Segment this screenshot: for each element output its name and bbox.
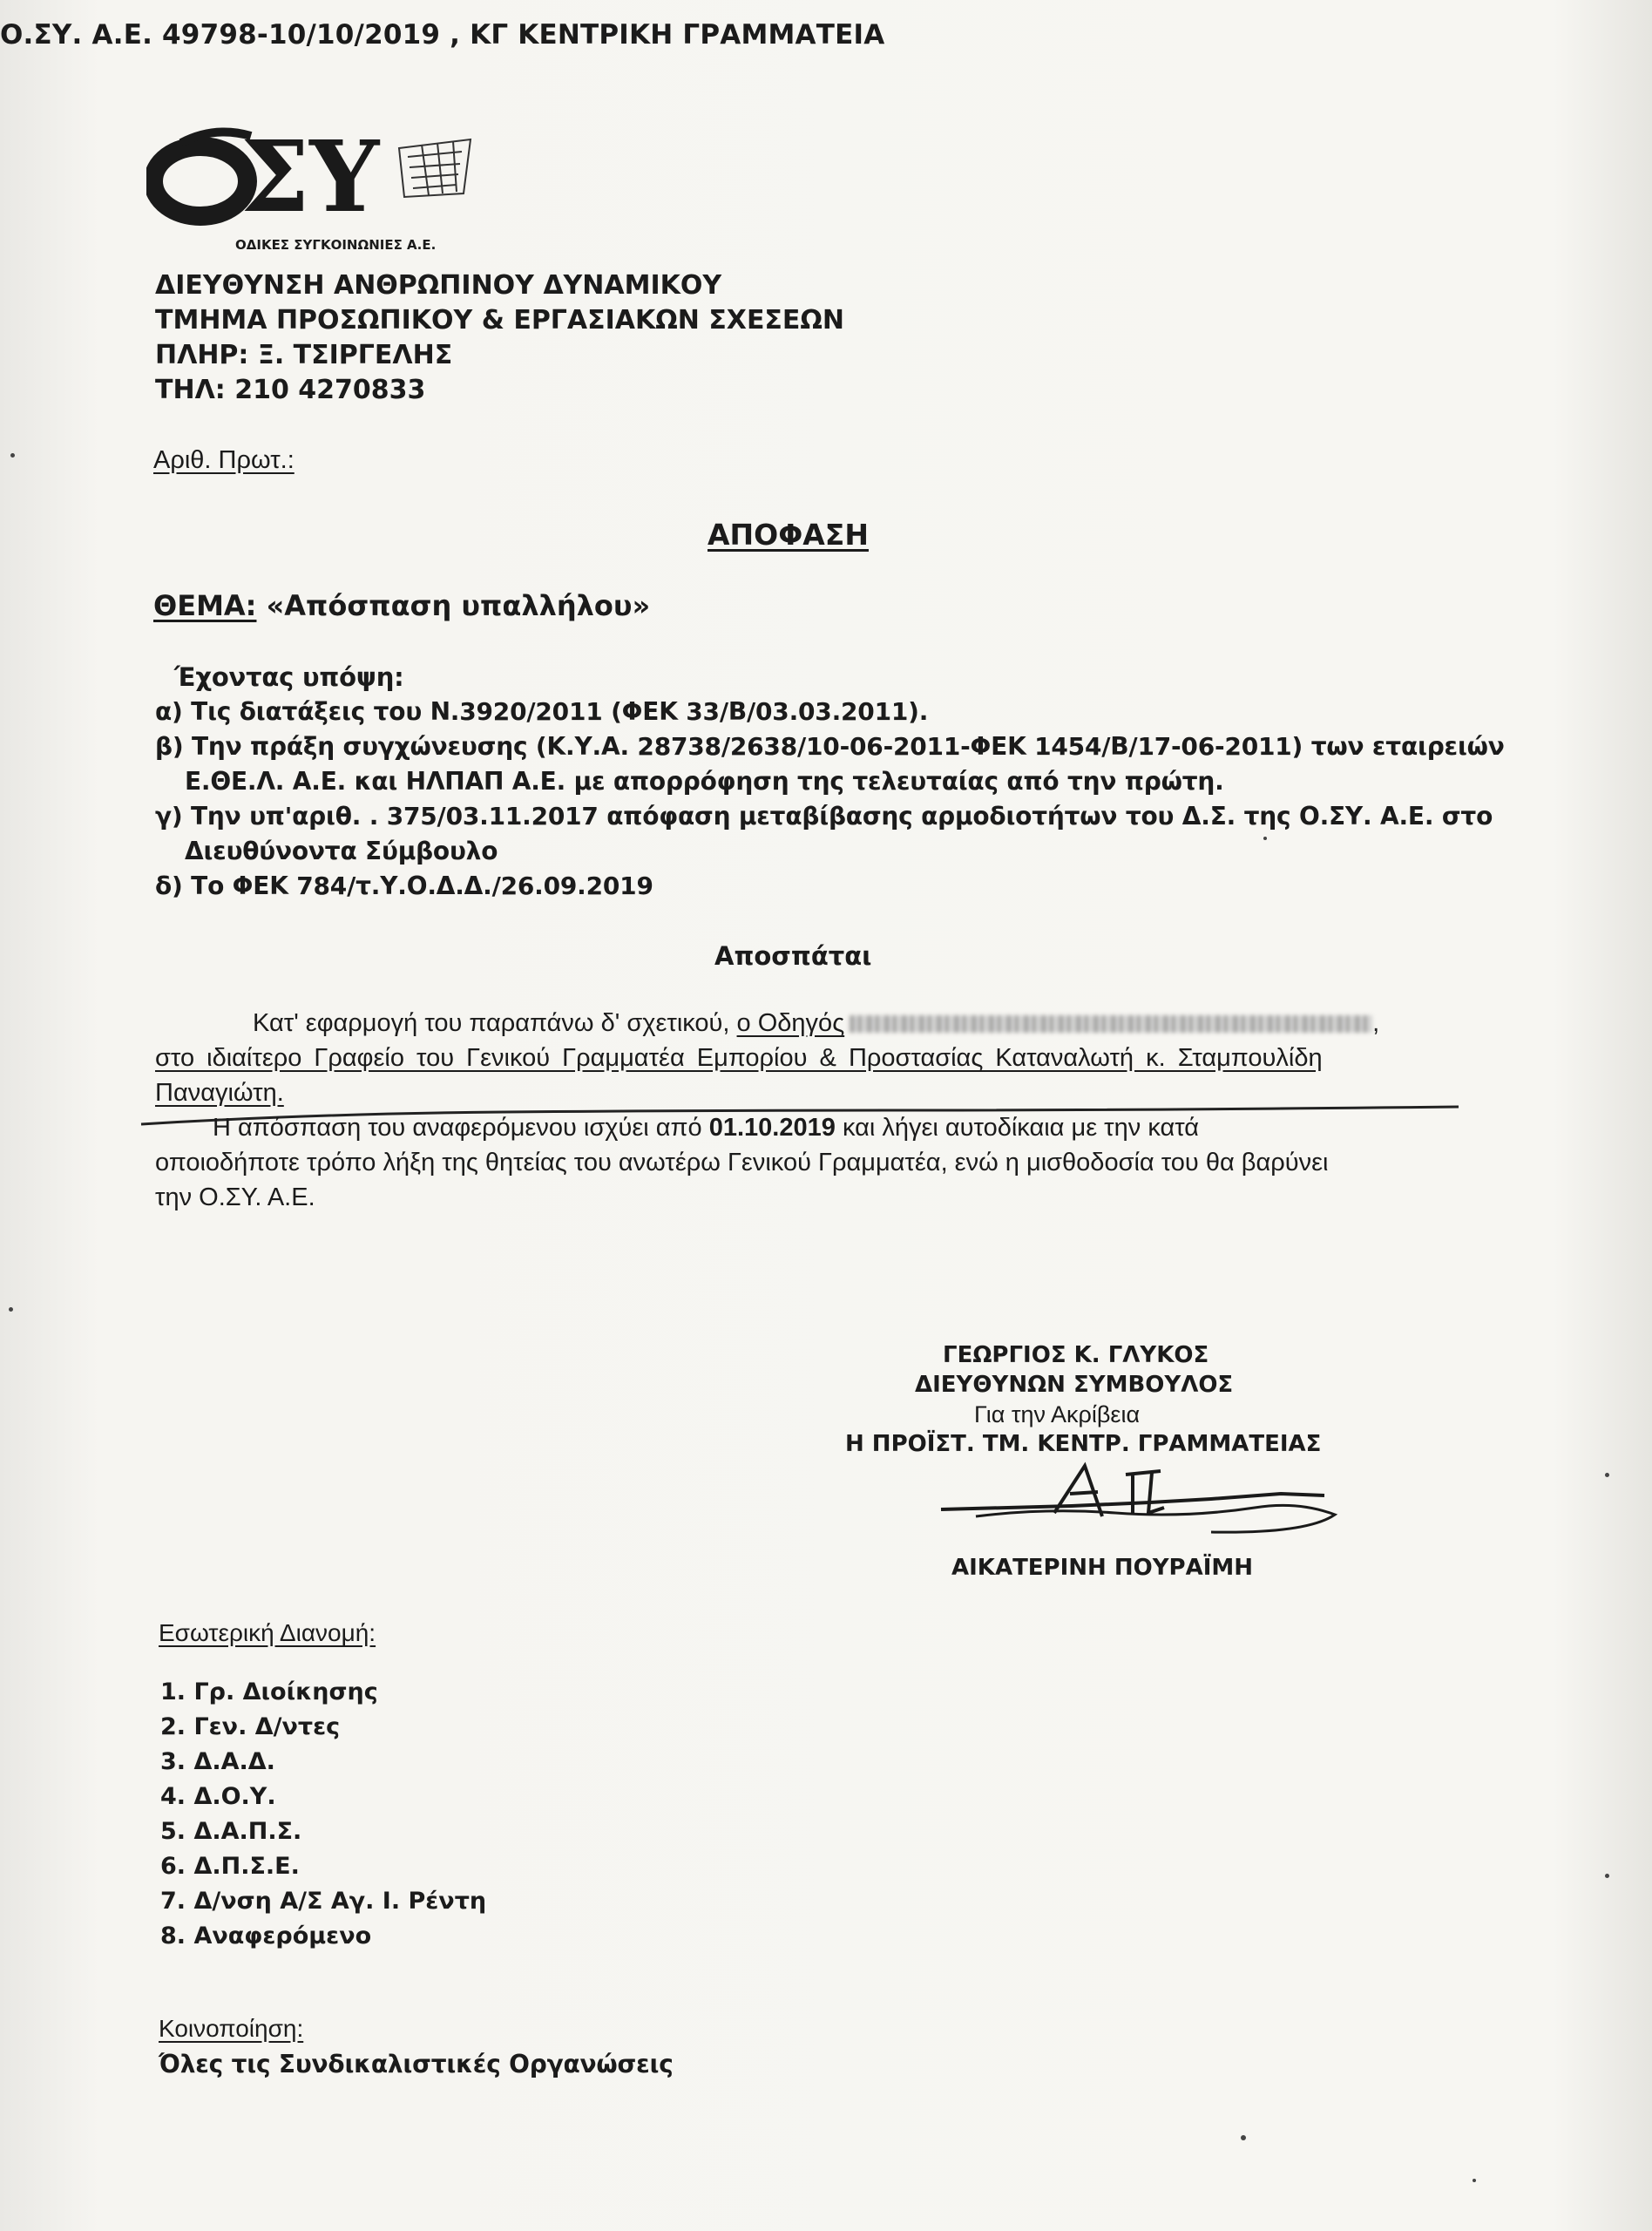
logo-mark: ΣΥ	[240, 120, 380, 234]
signatory-title: ΔΙΕΥΘΥΝΩΝ ΣΥΜΒΟΥΛΟΣ	[915, 1372, 1234, 1398]
cc-recipients: Όλες τις Συνδικαλιστικές Οργανώσεις	[159, 2050, 674, 2078]
body-line-3: Παναγιώτη.	[155, 1079, 284, 1107]
distribution-item: 2. Γεν. Δ/ντες	[160, 1713, 341, 1740]
body-effective-text: Η απόσπαση του αναφερόμενου ισχύει από	[213, 1114, 702, 1142]
scan-speck	[1473, 2179, 1476, 2182]
department-name: ΔΙΕΥΘΥΝΣΗ ΑΝΘΡΩΠΙΝΟΥ ΔΥΝΑΜΙΚΟΥ	[155, 270, 722, 301]
distribution-item: 5. Δ.Α.Π.Σ.	[160, 1818, 302, 1845]
protocol-stamp: Ο.ΣΥ. Α.Ε. 49798-10/10/2019 , ΚΓ ΚΕΝΤΡΙΚΗ ΓΡΑΜΜΑΤΕΙΑ	[0, 19, 885, 51]
consideration-a: α) Τις διατάξεις του Ν.3920/2011 (ΦΕΚ 33/Β/03.03.2011).	[155, 697, 929, 726]
logo-caption: ΟΔΙΚΕΣ ΣΥΓΚΟΙΝΩΝΙΕΣ Α.Ε.	[235, 237, 437, 253]
osy-logo	[146, 113, 477, 244]
considerations-heading: Έχοντας υπόψη:	[174, 662, 404, 692]
body-line-1: Κατ' εφαρμογή του παραπάνω δ' σχετικού, ο Οδηγός ,	[253, 1009, 1380, 1037]
body-line-4	[213, 1114, 1199, 1143]
body-line-2: στο ιδιαίτερο Γραφείο του Γενικού Γραμματέα Εμπορίου & Προστασίας Καταναλωτή κ. Σταμπουλίδη	[155, 1044, 1323, 1072]
distribution-title: Εσωτερική Διανομή:	[159, 1619, 376, 1646]
consideration-b: β) Την πράξη συγχώνευσης (Κ.Υ.Α. 28738/2638/10-06-2011-ΦΕΚ 1454/Β/17-06-2011) των εταιρειών	[155, 732, 1505, 761]
redacted-name	[850, 1015, 1372, 1033]
decision-title: ΑΠΟΦΑΣΗ	[708, 518, 869, 552]
body-line-5: οποιοδήποτε τρόπο λήξη της θητείας του ανωτέρω Γενικού Γραμματέα, ενώ η μισθοδοσία του θα βαρύνει	[155, 1149, 1329, 1177]
distribution-item: 3. Δ.Α.Δ.	[160, 1748, 275, 1775]
distribution-item: 4. Δ.Ο.Υ.	[160, 1783, 276, 1810]
scan-speck	[10, 453, 15, 458]
distribution-item: 6. Δ.Π.Σ.Ε.	[160, 1853, 300, 1880]
scan-speck	[1263, 837, 1267, 840]
body-intro: Κατ' εφαρμογή του παραπάνω δ' σχετικού,	[253, 1009, 730, 1037]
section-name: ΤΜΗΜΑ ΠΡΟΣΩΠΙΚΟΥ & ΕΡΓΑΣΙΑΚΩΝ ΣΧΕΣΕΩΝ	[155, 305, 845, 336]
protocol-number-label: Αριθ. Πρωτ.:	[153, 446, 295, 474]
subject-text: «Απόσπαση υπαλλήλου»	[266, 589, 651, 622]
subject-line	[153, 589, 650, 622]
scan-speck	[1241, 2135, 1246, 2140]
certifier-office: Η ΠΡΟΪΣΤ. ΤΜ. ΚΕΝΤΡ. ΓΡΑΜΜΑΤΕΙΑΣ	[845, 1431, 1322, 1457]
subject-label: ΘΕΜΑ:	[153, 589, 257, 622]
scan-speck	[9, 1307, 13, 1312]
scan-speck	[1605, 1874, 1609, 1878]
consideration-c-cont: Διευθύνοντα Σύμβουλο	[185, 837, 498, 865]
body-effective-date: 01.10.2019	[708, 1114, 836, 1142]
distribution-item: 8. Αναφερόμενο	[160, 1922, 372, 1950]
certifier-name: ΑΙΚΑΤΕΡΙΝΗ ΠΟΥΡΑΪΜΗ	[951, 1555, 1254, 1581]
body-expiry-text: και λήγει αυτοδίκαια με την κατά	[842, 1114, 1200, 1142]
body-line-6: την Ο.ΣΥ. Α.Ε.	[155, 1183, 315, 1211]
certified-copy-note: Για την Ακρίβεια	[974, 1401, 1141, 1427]
scan-speck	[1605, 1473, 1609, 1477]
signatory-name: ΓΕΩΡΓΙΟΣ Κ. ΓΛΥΚΟΣ	[943, 1342, 1209, 1368]
action-heading: Αποσπάται	[714, 941, 872, 971]
body-driver: ο Οδηγός	[736, 1009, 845, 1037]
cc-title: Κοινοποίηση:	[159, 2015, 304, 2042]
consideration-d: δ) Το ΦΕΚ 784/τ.Υ.Ο.Δ.Δ./26.09.2019	[155, 871, 653, 900]
consideration-b-cont: Ε.ΘΕ.Λ. Α.Ε. και ΗΛΠΑΠ Α.Ε. με απορρόφηση της τελευταίας από την πρώτη.	[185, 767, 1224, 796]
consideration-c: γ) Την υπ'αριθ. . 375/03.11.2017 απόφαση μεταβίβασης αρμοδιοτήτων του Δ.Σ. της Ο.ΣΥ. Α.Ε. στο	[155, 802, 1493, 831]
phone-number: ΤΗΛ: 210 4270833	[155, 375, 426, 405]
handwritten-signature	[924, 1455, 1342, 1560]
distribution-item: 1. Γρ. Διοίκησης	[160, 1678, 378, 1705]
distribution-item: 7. Δ/νση Α/Σ Αγ. Ι. Ρέντη	[160, 1888, 487, 1915]
contact-person: ΠΛΗΡ: Ξ. ΤΣΙΡΓΕΛΗΣ	[155, 340, 453, 370]
